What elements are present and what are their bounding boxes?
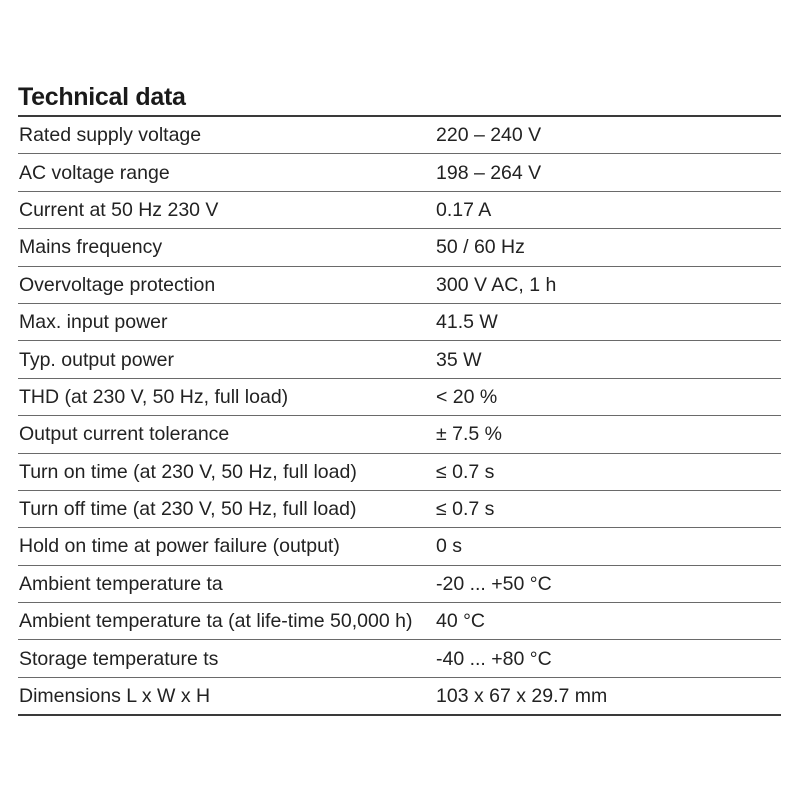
- spec-parameter: Max. input power: [18, 303, 434, 340]
- spec-parameter: Rated supply voltage: [18, 117, 434, 154]
- spec-value: 0 s: [434, 528, 781, 565]
- spec-value: 40 °C: [434, 603, 781, 640]
- spec-parameter: Hold on time at power failure (output): [18, 528, 434, 565]
- spec-parameter: Ambient temperature ta: [18, 565, 434, 602]
- spec-value: 300 V AC, 1 h: [434, 266, 781, 303]
- spec-parameter: Overvoltage protection: [18, 266, 434, 303]
- spec-value: < 20 %: [434, 378, 781, 415]
- spec-value: -40 ... +80 °C: [434, 640, 781, 677]
- table-row: [18, 453, 781, 490]
- table-row: [18, 528, 781, 565]
- table-row: [18, 266, 781, 303]
- spec-table: [18, 117, 781, 716]
- technical-data-section: [18, 82, 781, 716]
- spec-value: 50 / 60 Hz: [434, 229, 781, 266]
- table-row: [18, 191, 781, 228]
- spec-parameter: Turn on time (at 230 V, 50 Hz, full load): [18, 453, 434, 490]
- table-row: [18, 640, 781, 677]
- table-row: [18, 416, 781, 453]
- spec-parameter: Turn off time (at 230 V, 50 Hz, full load): [18, 490, 434, 527]
- table-row: [18, 378, 781, 415]
- spec-parameter: Mains frequency: [18, 229, 434, 266]
- spec-parameter: AC voltage range: [18, 154, 434, 191]
- spec-parameter: Storage temperature ts: [18, 640, 434, 677]
- table-row: [18, 229, 781, 266]
- table-row: [18, 677, 781, 715]
- table-row: [18, 154, 781, 191]
- spec-value: 103 x 67 x 29.7 mm: [434, 677, 781, 715]
- spec-parameter: Current at 50 Hz 230 V: [18, 191, 434, 228]
- spec-value: ≤ 0.7 s: [434, 490, 781, 527]
- spec-parameter: Ambient temperature ta (at life-time 50,000 h): [18, 603, 434, 640]
- section-title: Technical data: [18, 83, 186, 111]
- spec-value: ≤ 0.7 s: [434, 453, 781, 490]
- table-row: [18, 117, 781, 154]
- spec-value: 41.5 W: [434, 303, 781, 340]
- spec-value: 35 W: [434, 341, 781, 378]
- spec-value: 198 – 264 V: [434, 154, 781, 191]
- spec-table-body: [18, 117, 781, 715]
- table-row: [18, 341, 781, 378]
- table-row: [18, 303, 781, 340]
- spec-value: 220 – 240 V: [434, 117, 781, 154]
- table-row: [18, 565, 781, 602]
- spec-parameter: THD (at 230 V, 50 Hz, full load): [18, 378, 434, 415]
- spec-value: ± 7.5 %: [434, 416, 781, 453]
- table-row: [18, 490, 781, 527]
- table-row: [18, 603, 781, 640]
- spec-value: -20 ... +50 °C: [434, 565, 781, 602]
- spec-parameter: Dimensions L x W x H: [18, 677, 434, 715]
- spec-parameter: Typ. output power: [18, 341, 434, 378]
- spec-value: 0.17 A: [434, 191, 781, 228]
- spec-parameter: Output current tolerance: [18, 416, 434, 453]
